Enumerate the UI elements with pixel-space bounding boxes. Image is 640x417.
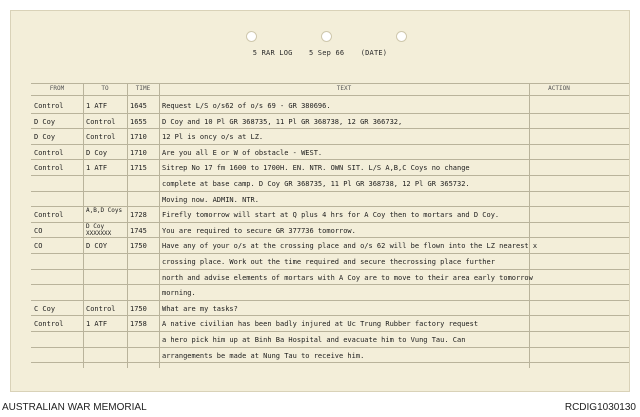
log-sheet [10,10,630,392]
column-header-to: TO [101,85,109,92]
log-entry-text: Moving now. ADMIN. NTR. [162,195,259,204]
column-header-action: ACTION [548,85,570,92]
log-title [11,49,629,57]
table-top-rule [31,83,629,84]
log-entry-to: 1 ATF [86,320,108,329]
footer-credit: AUSTRALIAN WAR MEMORIAL [2,402,147,413]
log-entry-text: You are required to secure GR 377736 tomorrow. [162,226,356,235]
log-entry-from: C Coy [34,304,56,313]
punch-hole [246,31,257,42]
row-rule [31,347,629,348]
row-rule [31,159,629,160]
log-entry-text: 12 Pl is oncy o/s at LZ. [162,133,264,142]
log-date: 5 Sep 66 [308,49,345,57]
log-entry-to: Control [86,117,116,126]
log-entry-from: Control [34,211,64,220]
log-entry-time: 1715 [130,164,147,173]
log-entry-time: 1728 [130,211,147,220]
log-entry-text: Are you all E or W of obstacle - WEST. [162,148,323,157]
log-entry-to: D Coy [86,148,108,157]
log-entry-time: 1750 [130,304,147,313]
log-entry-text: D Coy and 10 Pl GR 368735, 11 Pl GR 368738, 12 GR 366732, [162,117,403,126]
log-entry-time: 1655 [130,117,147,126]
row-rule [31,191,629,192]
row-rule [31,144,629,145]
log-entry-text: A native civilian has been badly injured at Uc Trung Rubber factory request [162,320,479,329]
punch-hole [396,31,407,42]
log-entry-from: Control [34,148,64,157]
log-entry-text: crossing place. Work out the time required and secure thecrossing place further [162,258,495,266]
row-rule [31,269,629,270]
log-entry-to: 1 ATF [86,102,108,110]
log-entry-time: 1758 [130,320,147,329]
column-rule [127,83,128,368]
log-entry-time: 1710 [130,148,147,157]
log-entry-to: A,B,D Coys [86,207,123,215]
row-rule [31,315,629,316]
log-entry-to: Control [86,133,116,142]
row-rule [31,300,629,301]
row-rule [31,362,629,363]
log-entry-text: Request L/S o/s62 of o/s 69 - GR 380696. [162,102,331,110]
log-entry-text: a hero pick him up at Binh Ba Hospital and evacuate him to Vung Tau. Can [162,336,466,344]
log-entry-from: CO [34,242,43,251]
column-header-text: TEXT [336,85,352,92]
log-entry-from: Control [34,102,64,110]
log-entry-time: 1750 [130,242,147,251]
log-entry-text: Firefly tomorrow will start at Q plus 4 hrs for A Coy then to mortars and D Coy. [162,211,500,220]
date-caption: (DATE) [360,49,388,57]
log-table [31,83,629,368]
column-header-time: TIME [135,85,151,92]
log-entry-to: D COY [86,242,108,251]
log-entry-text: north and advise elements of mortars with A Coy are to move to their area early tomorrow [162,273,533,282]
log-entry-from: D Coy [34,117,56,126]
log-entry-from: CO [34,226,43,235]
row-rule [31,253,629,254]
row-rule [31,175,629,176]
row-rule [31,113,629,114]
log-entry-from: Control [34,320,64,329]
log-entry-text: Have any of your o/s at the crossing place and o/s 62 will be flown into the LZ nearest x [162,242,538,251]
log-entry-to: D Coy XXXXXXX [86,222,112,237]
column-rule [83,83,84,368]
column-rule [529,83,530,368]
log-entry-text: What are my tasks? [162,304,238,313]
log-entry-time: 1645 [130,102,147,110]
row-rule [31,331,629,332]
row-rule [31,284,629,285]
punch-hole [321,31,332,42]
log-entry-text: morning. [162,289,196,298]
log-entry-text: Sitrep No 17 fm 1600 to 1700H. EN. NTR. OWN SIT. L/S A,B,C Coys no change [162,164,470,173]
log-entry-from: Control [34,164,64,173]
log-entry-text: complete at base camp. D Coy GR 368735, 11 Pl GR 368738, 12 Pl GR 365732. [162,180,470,188]
footer-reference: RCDIG1030130 [564,402,636,413]
column-header-from: FROM [49,85,65,92]
log-entry-time: 1710 [130,133,147,142]
header-rule [31,95,629,96]
row-rule [31,128,629,129]
log-entry-to: 1 ATF [86,164,108,173]
row-rule [31,237,629,238]
column-rule [159,83,160,368]
log-entry-time: 1745 [130,226,147,235]
unit-label: 5 RAR LOG [252,49,293,57]
log-entry-to: Control [86,304,116,313]
log-entry-text: arrangements be made at Nung Tau to receive him. [162,351,365,360]
log-entry-from: D Coy [34,133,56,142]
